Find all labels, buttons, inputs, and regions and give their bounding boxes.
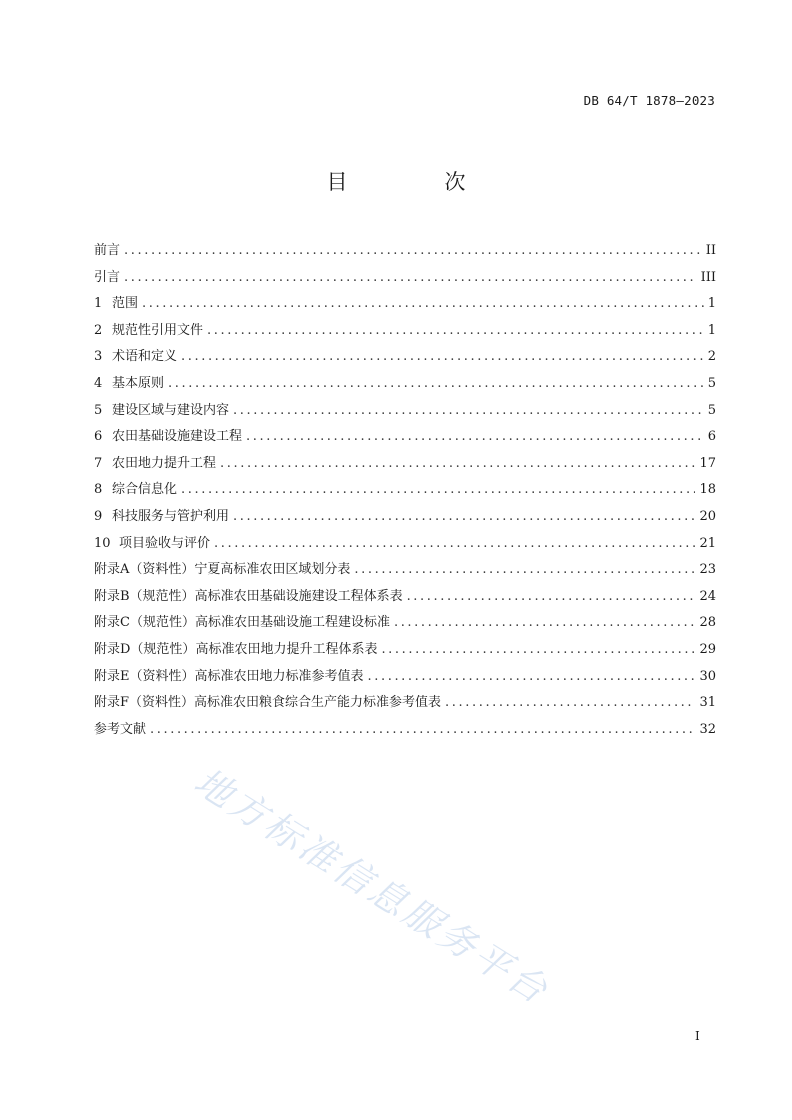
toc-entry-label: 综合信息化: [112, 482, 178, 498]
toc-entry-number: 2: [94, 322, 103, 338]
toc-entry-page: 2: [707, 349, 716, 365]
annex-prefix: 附录E（资料性）: [94, 668, 195, 684]
toc-entry-page: 1: [707, 322, 716, 338]
annex-title: 高标准农田基础设施建设工程体系表: [194, 588, 403, 604]
watermark: 地方标准信息服务平台: [186, 759, 558, 1014]
page-number: I: [695, 1029, 700, 1043]
annex-prefix: 附录B（规范性）: [94, 588, 195, 604]
toc-entry-page: 20: [699, 508, 716, 524]
toc-entry-label: 建设区域与建设内容: [112, 402, 230, 418]
toc-entry-foreword[interactable]: [94, 238, 716, 265]
toc-entry-number: 6: [94, 429, 103, 445]
annex-page: 31: [699, 695, 716, 711]
toc-entry-number: 9: [94, 508, 103, 524]
annex-title: 高标准农田基础设施工程建设标准: [194, 615, 390, 631]
dot-leader: [368, 664, 696, 691]
annex-title: 高标准农田地力标准参考值表: [194, 668, 364, 684]
dot-leader: [207, 318, 704, 345]
toc-annex-b[interactable]: [94, 584, 716, 611]
dot-leader: [407, 584, 696, 611]
toc-entry-number: 7: [94, 455, 103, 471]
dot-leader: [124, 238, 702, 265]
annex-title: 宁夏高标准农田区域划分表: [194, 562, 351, 578]
toc-entry-label: 基本原则: [112, 375, 165, 391]
toc-entry-label: 农田基础设施建设工程: [112, 429, 243, 445]
toc-entry-informatization[interactable]: [94, 477, 716, 504]
annex-page: 30: [699, 668, 716, 684]
toc-entry-page: 5: [707, 375, 716, 391]
annex-page: 28: [699, 615, 716, 631]
toc-entry-construction-area[interactable]: [94, 398, 716, 425]
toc-entry-number: 4: [94, 375, 103, 391]
dot-leader: [142, 291, 704, 318]
toc-entry-page: 17: [699, 455, 716, 471]
annex-page: 23: [699, 562, 716, 578]
toc-entry-label: 项目验收与评价: [119, 535, 211, 551]
toc-entry-page: 18: [699, 482, 716, 498]
toc-entry-basic-principles[interactable]: [94, 371, 716, 398]
toc-annex-d[interactable]: [94, 637, 716, 664]
toc-entry-scope[interactable]: [94, 291, 716, 318]
dot-leader: [445, 690, 695, 717]
toc-annex-a[interactable]: [94, 557, 716, 584]
dot-leader: [246, 424, 704, 451]
annex-prefix: 附录C（规范性）: [94, 615, 195, 631]
toc-entry-page: 1: [707, 296, 716, 312]
dot-leader: [233, 398, 704, 425]
table-of-contents: [94, 238, 716, 743]
dot-leader: [124, 265, 697, 292]
toc-entry-page: 21: [699, 535, 716, 551]
annex-title: 高标准农田地力提升工程体系表: [195, 641, 378, 657]
document-code: DB 64/T 1878—2023: [583, 93, 715, 108]
toc-annex-e[interactable]: [94, 664, 716, 691]
toc-annex-c[interactable]: [94, 610, 716, 637]
toc-entry-number: 10: [94, 535, 111, 551]
toc-entry-label: 范围: [112, 296, 139, 312]
toc-entry-page: II: [705, 243, 716, 258]
annex-title: 高标准农田粮食综合生产能力标准参考值表: [194, 695, 442, 711]
toc-entry-fertility[interactable]: [94, 451, 716, 478]
toc-entry-page: 6: [707, 429, 716, 445]
annex-page: 29: [699, 641, 716, 657]
dot-leader: [214, 531, 695, 558]
toc-entry-number: 5: [94, 402, 103, 418]
dot-leader: [168, 371, 704, 398]
toc-entry-page: 32: [699, 721, 716, 737]
toc-title: 目 次: [326, 170, 504, 194]
toc-entry-label: 规范性引用文件: [112, 322, 204, 338]
dot-leader: [354, 557, 695, 584]
toc-entry-label: 农田地力提升工程: [112, 455, 217, 471]
toc-entry-tech-services[interactable]: [94, 504, 716, 531]
dot-leader: [150, 717, 695, 744]
toc-entry-label: 参考文献: [94, 721, 147, 737]
dot-leader: [220, 451, 695, 478]
toc-entry-number: 3: [94, 349, 103, 365]
toc-entry-acceptance[interactable]: [94, 531, 716, 558]
toc-entry-bibliography[interactable]: [94, 717, 716, 744]
dot-leader: [233, 504, 695, 531]
dot-leader: [381, 637, 695, 664]
toc-entry-label: 引言: [94, 269, 121, 285]
dot-leader: [181, 477, 695, 504]
annex-prefix: 附录D（规范性）: [94, 641, 196, 657]
toc-entry-page: III: [700, 269, 716, 285]
toc-entry-number: 8: [94, 482, 103, 498]
toc-entry-page: 5: [707, 402, 716, 418]
toc-entry-introduction[interactable]: [94, 265, 716, 292]
toc-entry-label: 前言: [94, 243, 121, 258]
toc-entry-normative-references[interactable]: [94, 318, 716, 345]
dot-leader: [394, 610, 695, 637]
toc-entry-number: 1: [94, 296, 103, 312]
dot-leader: [181, 344, 704, 371]
toc-entry-label: 科技服务与管护利用: [112, 508, 230, 524]
toc-entry-terms[interactable]: [94, 344, 716, 371]
toc-annex-f[interactable]: [94, 690, 716, 717]
annex-page: 24: [699, 588, 716, 604]
toc-entry-infrastructure[interactable]: [94, 424, 716, 451]
annex-prefix: 附录A（资料性）: [94, 562, 195, 578]
annex-prefix: 附录F（资料性）: [94, 695, 195, 711]
toc-entry-label: 术语和定义: [112, 349, 178, 365]
